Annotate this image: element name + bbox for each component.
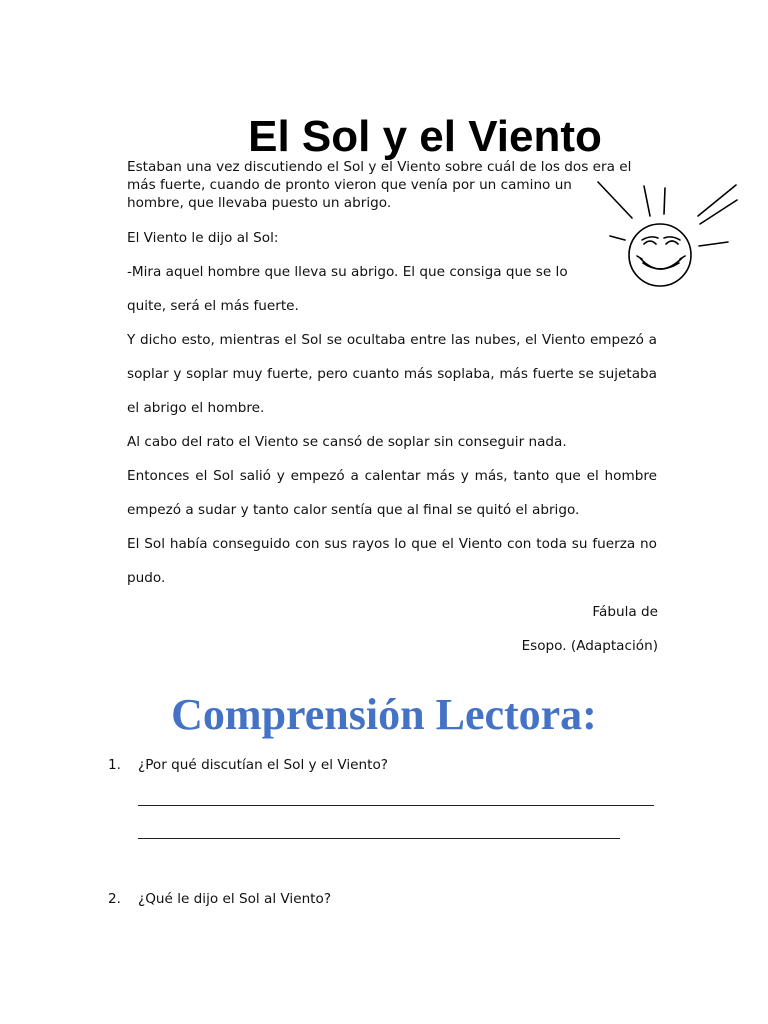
section-title: Comprensión Lectora: [171, 690, 597, 739]
intro-line: hombre, que llevaba puesto un abrigo. [127, 195, 392, 211]
paragraph-line: el abrigo el hombre. [127, 400, 265, 416]
paragraph-line: pudo. [127, 570, 166, 586]
question-number: 1. [108, 757, 121, 773]
attribution-line: Esopo. (Adaptación) [521, 638, 658, 654]
answer-line[interactable] [138, 838, 620, 839]
paragraph-line: soplar y soplar muy fuerte, pero cuanto más soplaba, más fuerte se sujetaba [127, 366, 657, 382]
question-text: ¿Por qué discutían el Sol y el Viento? [138, 757, 388, 773]
paragraph-line: empezó a sudar y tanto calor sentía que al final se quitó el abrigo. [127, 502, 580, 518]
paragraph-line: El Viento le dijo al Sol: [127, 230, 279, 246]
smiling-sun-icon [590, 170, 740, 290]
intro-line: Estaban una vez discutiendo el Sol y el Viento sobre cuál de los dos era el [127, 159, 632, 175]
intro-paragraph [127, 158, 647, 212]
page-title: El Sol y el Viento [248, 112, 602, 161]
intro-line: más fuerte, cuando de pronto vieron que venía por un camino un [127, 177, 572, 193]
question-text: ¿Qué le dijo el Sol al Viento? [138, 891, 332, 907]
paragraph-line: Entonces el Sol salió y empezó a calentar más y más, tanto que el hombre [127, 468, 657, 484]
paragraph-line: -Mira aquel hombre que lleva su abrigo. El que consiga que se lo [127, 264, 568, 280]
question-number: 2. [108, 891, 121, 907]
paragraph-line: El Sol había conseguido con sus rayos lo que el Viento con toda su fuerza no [127, 536, 657, 552]
attribution-line: Fábula de [592, 604, 658, 620]
paragraph-line: Al cabo del rato el Viento se cansó de soplar sin conseguir nada. [127, 434, 567, 450]
paragraph-line: Y dicho esto, mientras el Sol se ocultaba entre las nubes, el Viento empezó a [127, 332, 657, 348]
answer-line[interactable] [138, 805, 654, 806]
paragraph-line: quite, será el más fuerte. [127, 298, 299, 314]
